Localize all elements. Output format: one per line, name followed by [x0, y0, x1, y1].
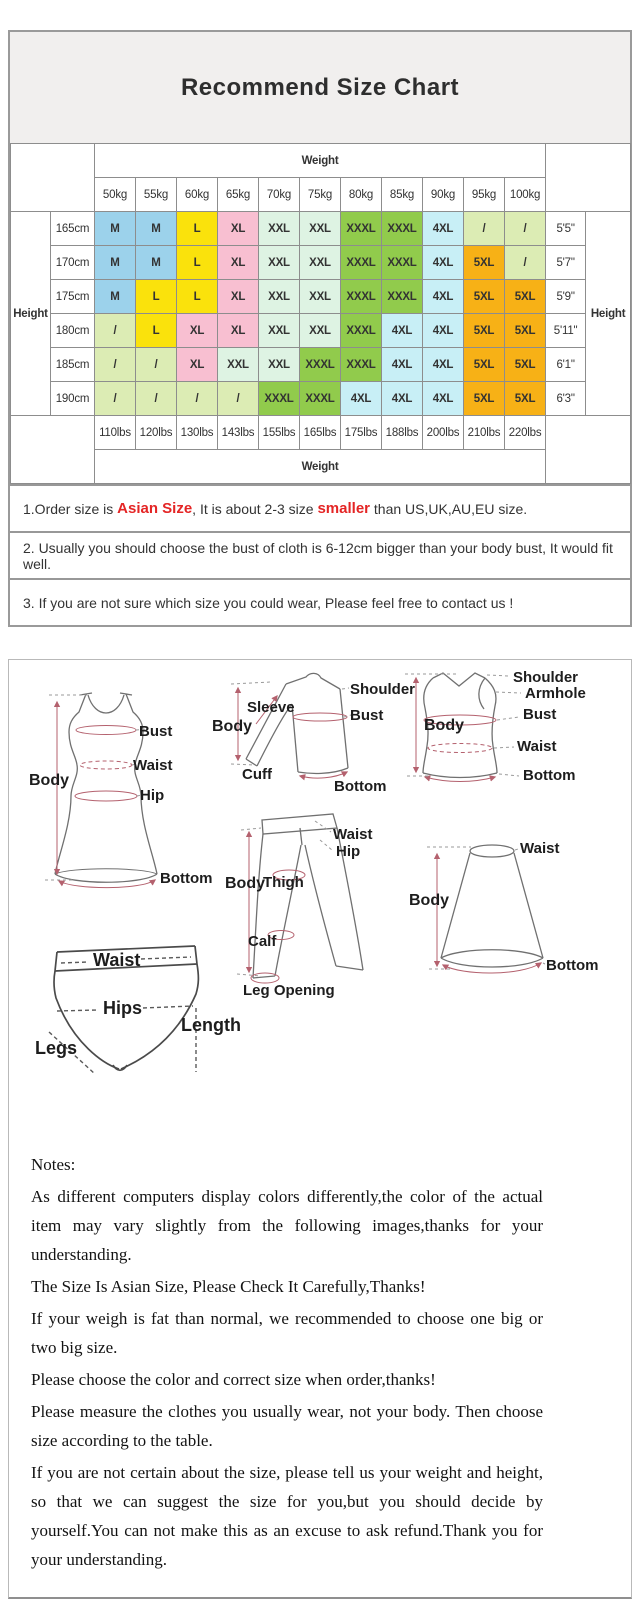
tip-text: 3. If you are not sure which size you could wear, Please feel free to contact us ! [23, 594, 514, 611]
size-cell: XL [177, 314, 218, 348]
diagram-label-pants-thigh: Thigh [263, 874, 304, 891]
size-cell: 4XL [341, 382, 382, 416]
note-paragraph-6: If you are not certain about the size, please tell us your weight and height, so that we can suggest the size for you,but you should decide by yourself.You can not make this as an excuse to ask refund.Thank you for your understanding. [31, 1463, 543, 1569]
diagram-label-tank-waist: Waist [517, 738, 557, 755]
size-cell: XL [218, 212, 259, 246]
size-cell: 4XL [423, 382, 464, 416]
size-cell: XXXL [382, 280, 423, 314]
note-paragraph-4: Please choose the color and correct size when order,thanks! [31, 1370, 436, 1389]
size-cell: 5XL [464, 382, 505, 416]
tip-highlight: Asian Size [117, 500, 193, 517]
diagram-label-briefs-waist: Waist [93, 950, 141, 970]
lbs-header: 155lbs [259, 416, 300, 450]
corner-top-left [11, 144, 95, 212]
size-cell: XXL [300, 246, 341, 280]
size-cell: XL [218, 246, 259, 280]
notes-paragraphs [31, 1182, 543, 1574]
size-cell: / [505, 212, 546, 246]
kg-header: 100kg [505, 178, 546, 212]
height-ft-cell: 6'3" [546, 382, 586, 416]
tip-highlight: smaller [317, 500, 371, 517]
size-cell: 5XL [464, 280, 505, 314]
tip-row-3 [10, 578, 630, 625]
size-cell: 4XL [423, 280, 464, 314]
diagram-label-skirt-bottom: Bottom [546, 957, 599, 974]
diagram-label-tank-armhole: Armhole [525, 685, 586, 702]
diagram-label-shirt-shoulder: Shoulder [350, 681, 416, 698]
diagram-label-tank-body: Body [424, 717, 464, 734]
kg-header: 70kg [259, 178, 300, 212]
size-cell: / [218, 382, 259, 416]
height-cm-cell: 175cm [51, 280, 95, 314]
size-cell: XXL [300, 314, 341, 348]
lbs-header: 220lbs [505, 416, 546, 450]
height-cm-cell: 185cm [51, 348, 95, 382]
shirt-drawing [246, 673, 348, 773]
size-cell: 4XL [423, 348, 464, 382]
size-cell: 5XL [464, 348, 505, 382]
size-cell: XXXL [341, 280, 382, 314]
diagram-label-tank-bust: Bust [523, 706, 557, 723]
size-cell: 4XL [423, 246, 464, 280]
note-paragraph-2: The Size Is Asian Size, Please Check It Carefully,Thanks! [31, 1277, 426, 1296]
tip-row-2 [10, 531, 630, 578]
size-cell: XXL [300, 280, 341, 314]
size-cell: 5XL [505, 382, 546, 416]
size-cell: XXL [259, 314, 300, 348]
size-cell: XXXL [341, 314, 382, 348]
diagram-label-briefs-legs: Legs [35, 1038, 78, 1058]
kg-header: 80kg [341, 178, 382, 212]
diagram-label-dress-bottom: Bottom [160, 870, 213, 887]
diagram-label-briefs-length: Length [181, 1015, 241, 1035]
height-header-left: Height [11, 212, 51, 416]
size-cell: XXXL [341, 212, 382, 246]
size-cell: / [95, 382, 136, 416]
size-cell: XXXL [300, 348, 341, 382]
diagram-label-skirt-waist: Waist [520, 840, 560, 857]
size-cell: XXL [218, 348, 259, 382]
tip-text: 2. Usually you should choose the bust of cloth is 6-12cm bigger than your body bust, It would fit well. [23, 539, 617, 572]
tip-text: , It is about 2-3 size [192, 500, 318, 517]
kg-header: 90kg [423, 178, 464, 212]
kg-header: 65kg [218, 178, 259, 212]
tips [10, 484, 630, 625]
diagram-label-shirt-body: Body [212, 718, 252, 735]
size-cell: M [95, 246, 136, 280]
kg-header: 75kg [300, 178, 341, 212]
note-paragraph-1: As different computers display colors differently,the color of the actual item may vary slightly from the following images,thanks for your understanding. [31, 1187, 543, 1264]
corner-top-right [546, 144, 631, 212]
size-cell: L [177, 212, 218, 246]
size-cell: L [136, 280, 177, 314]
diagram-label-dress-waist: Waist [133, 757, 173, 774]
lbs-header: 188lbs [382, 416, 423, 450]
size-cell: 5XL [505, 314, 546, 348]
size-cell: XXXL [382, 212, 423, 246]
size-cell: 4XL [423, 314, 464, 348]
height-ft-cell: 6'1" [546, 348, 586, 382]
size-cell: XXL [259, 212, 300, 246]
size-cell: / [464, 212, 505, 246]
diagram-label-dress-bust: Bust [139, 723, 173, 740]
diagram-label-shirt-sleeve: Sleeve [247, 699, 295, 716]
lbs-header: 210lbs [464, 416, 505, 450]
size-cell: M [95, 280, 136, 314]
diagram-label-shirt-cuff: Cuff [242, 766, 272, 783]
size-cell: / [136, 382, 177, 416]
height-ft-cell: 5'9" [546, 280, 586, 314]
diagram-label-pants-hip: Hip [336, 843, 361, 860]
size-cell: L [177, 246, 218, 280]
size-chart-table [10, 143, 631, 484]
notes [31, 1150, 543, 1574]
size-cell: / [95, 314, 136, 348]
garment-diagram-svg [9, 662, 629, 1086]
size-cell: 4XL [382, 382, 423, 416]
diagram-label-briefs-hips: Hips [103, 998, 143, 1018]
size-cell: 5XL [464, 246, 505, 280]
size-cell: / [136, 348, 177, 382]
size-cell: M [136, 212, 177, 246]
diagram-label-tank-shoulder: Shoulder [513, 669, 579, 686]
skirt-drawing [441, 845, 543, 967]
size-cell: XXXL [259, 382, 300, 416]
size-cell: XXXL [341, 246, 382, 280]
diagram-label-shirt-bottom: Bottom [334, 778, 387, 795]
size-cell: 5XL [505, 348, 546, 382]
size-cell: XXXL [300, 382, 341, 416]
diagram-label-skirt-body: Body [409, 892, 449, 909]
kg-header: 55kg [136, 178, 177, 212]
size-cell: 4XL [382, 314, 423, 348]
lbs-header: 143lbs [218, 416, 259, 450]
page-title: Recommend Size Chart [10, 32, 630, 143]
kg-header: 85kg [382, 178, 423, 212]
height-cm-cell: 180cm [51, 314, 95, 348]
tip-row-1 [10, 484, 630, 531]
size-cell: 5XL [505, 280, 546, 314]
size-cell: XXL [300, 212, 341, 246]
size-cell: XXXL [341, 348, 382, 382]
size-chart-section [8, 30, 632, 627]
kg-header: 50kg [95, 178, 136, 212]
diagram-label-shirt-bust: Bust [350, 707, 384, 724]
diagram-label-pants-calf: Calf [248, 933, 277, 950]
height-ft-cell: 5'11" [546, 314, 586, 348]
size-cell: XL [177, 348, 218, 382]
weight-header-top: Weight [95, 144, 546, 178]
lbs-header: 165lbs [300, 416, 341, 450]
size-cell: M [136, 246, 177, 280]
kg-header: 95kg [464, 178, 505, 212]
height-cm-cell: 170cm [51, 246, 95, 280]
height-ft-cell: 5'5" [546, 212, 586, 246]
height-cm-cell: 190cm [51, 382, 95, 416]
size-cell: L [177, 280, 218, 314]
size-cell: / [177, 382, 218, 416]
size-cell: 5XL [464, 314, 505, 348]
size-cell: XXXL [382, 246, 423, 280]
notes-heading: Notes: [31, 1155, 76, 1174]
skirt-measures [437, 854, 541, 973]
lbs-header: 175lbs [341, 416, 382, 450]
note-paragraph-5: Please measure the clothes you usually wear, not your body. Then choose size according to the table. [31, 1402, 543, 1450]
size-cell: XL [218, 314, 259, 348]
lbs-header: 130lbs [177, 416, 218, 450]
note-paragraph-3: If your weigh is fat than normal, we recommended to choose one big or two big size. [31, 1309, 543, 1357]
diagram-label-dress-body: Body [29, 772, 69, 789]
height-ft-cell: 5'7" [546, 246, 586, 280]
corner-bottom-left [11, 416, 95, 484]
tip-text: 1.Order size is [23, 500, 118, 517]
diagram-label-pants-body: Body [225, 875, 265, 892]
weight-header-bottom: Weight [95, 450, 546, 484]
height-cm-cell: 165cm [51, 212, 95, 246]
kg-header: 60kg [177, 178, 218, 212]
size-chart-body [11, 144, 631, 484]
size-cell: 4XL [382, 348, 423, 382]
lbs-header: 110lbs [95, 416, 136, 450]
size-cell: XXL [259, 280, 300, 314]
lbs-header: 120lbs [136, 416, 177, 450]
corner-bottom-right [546, 416, 631, 484]
diagram-label-pants-leg-opening: Leg Opening [243, 982, 335, 999]
measurement-section [8, 659, 632, 1599]
size-cell: / [505, 246, 546, 280]
diagram-label-pants-waist: Waist [333, 826, 373, 843]
size-cell: / [95, 348, 136, 382]
size-cell: L [136, 314, 177, 348]
size-cell: M [95, 212, 136, 246]
diagram-label-tank-bottom: Bottom [523, 767, 576, 784]
garment-diagram [9, 662, 631, 1086]
size-cell: XXL [259, 246, 300, 280]
size-cell: XL [218, 280, 259, 314]
diagram-label-dress-hip: Hip [140, 787, 165, 804]
lbs-header: 200lbs [423, 416, 464, 450]
tip-text: than US,UK,AU,EU size. [370, 500, 528, 517]
size-cell: XXL [259, 348, 300, 382]
page [0, 30, 640, 1599]
height-header-right: Height [586, 212, 631, 416]
size-cell: 4XL [423, 212, 464, 246]
